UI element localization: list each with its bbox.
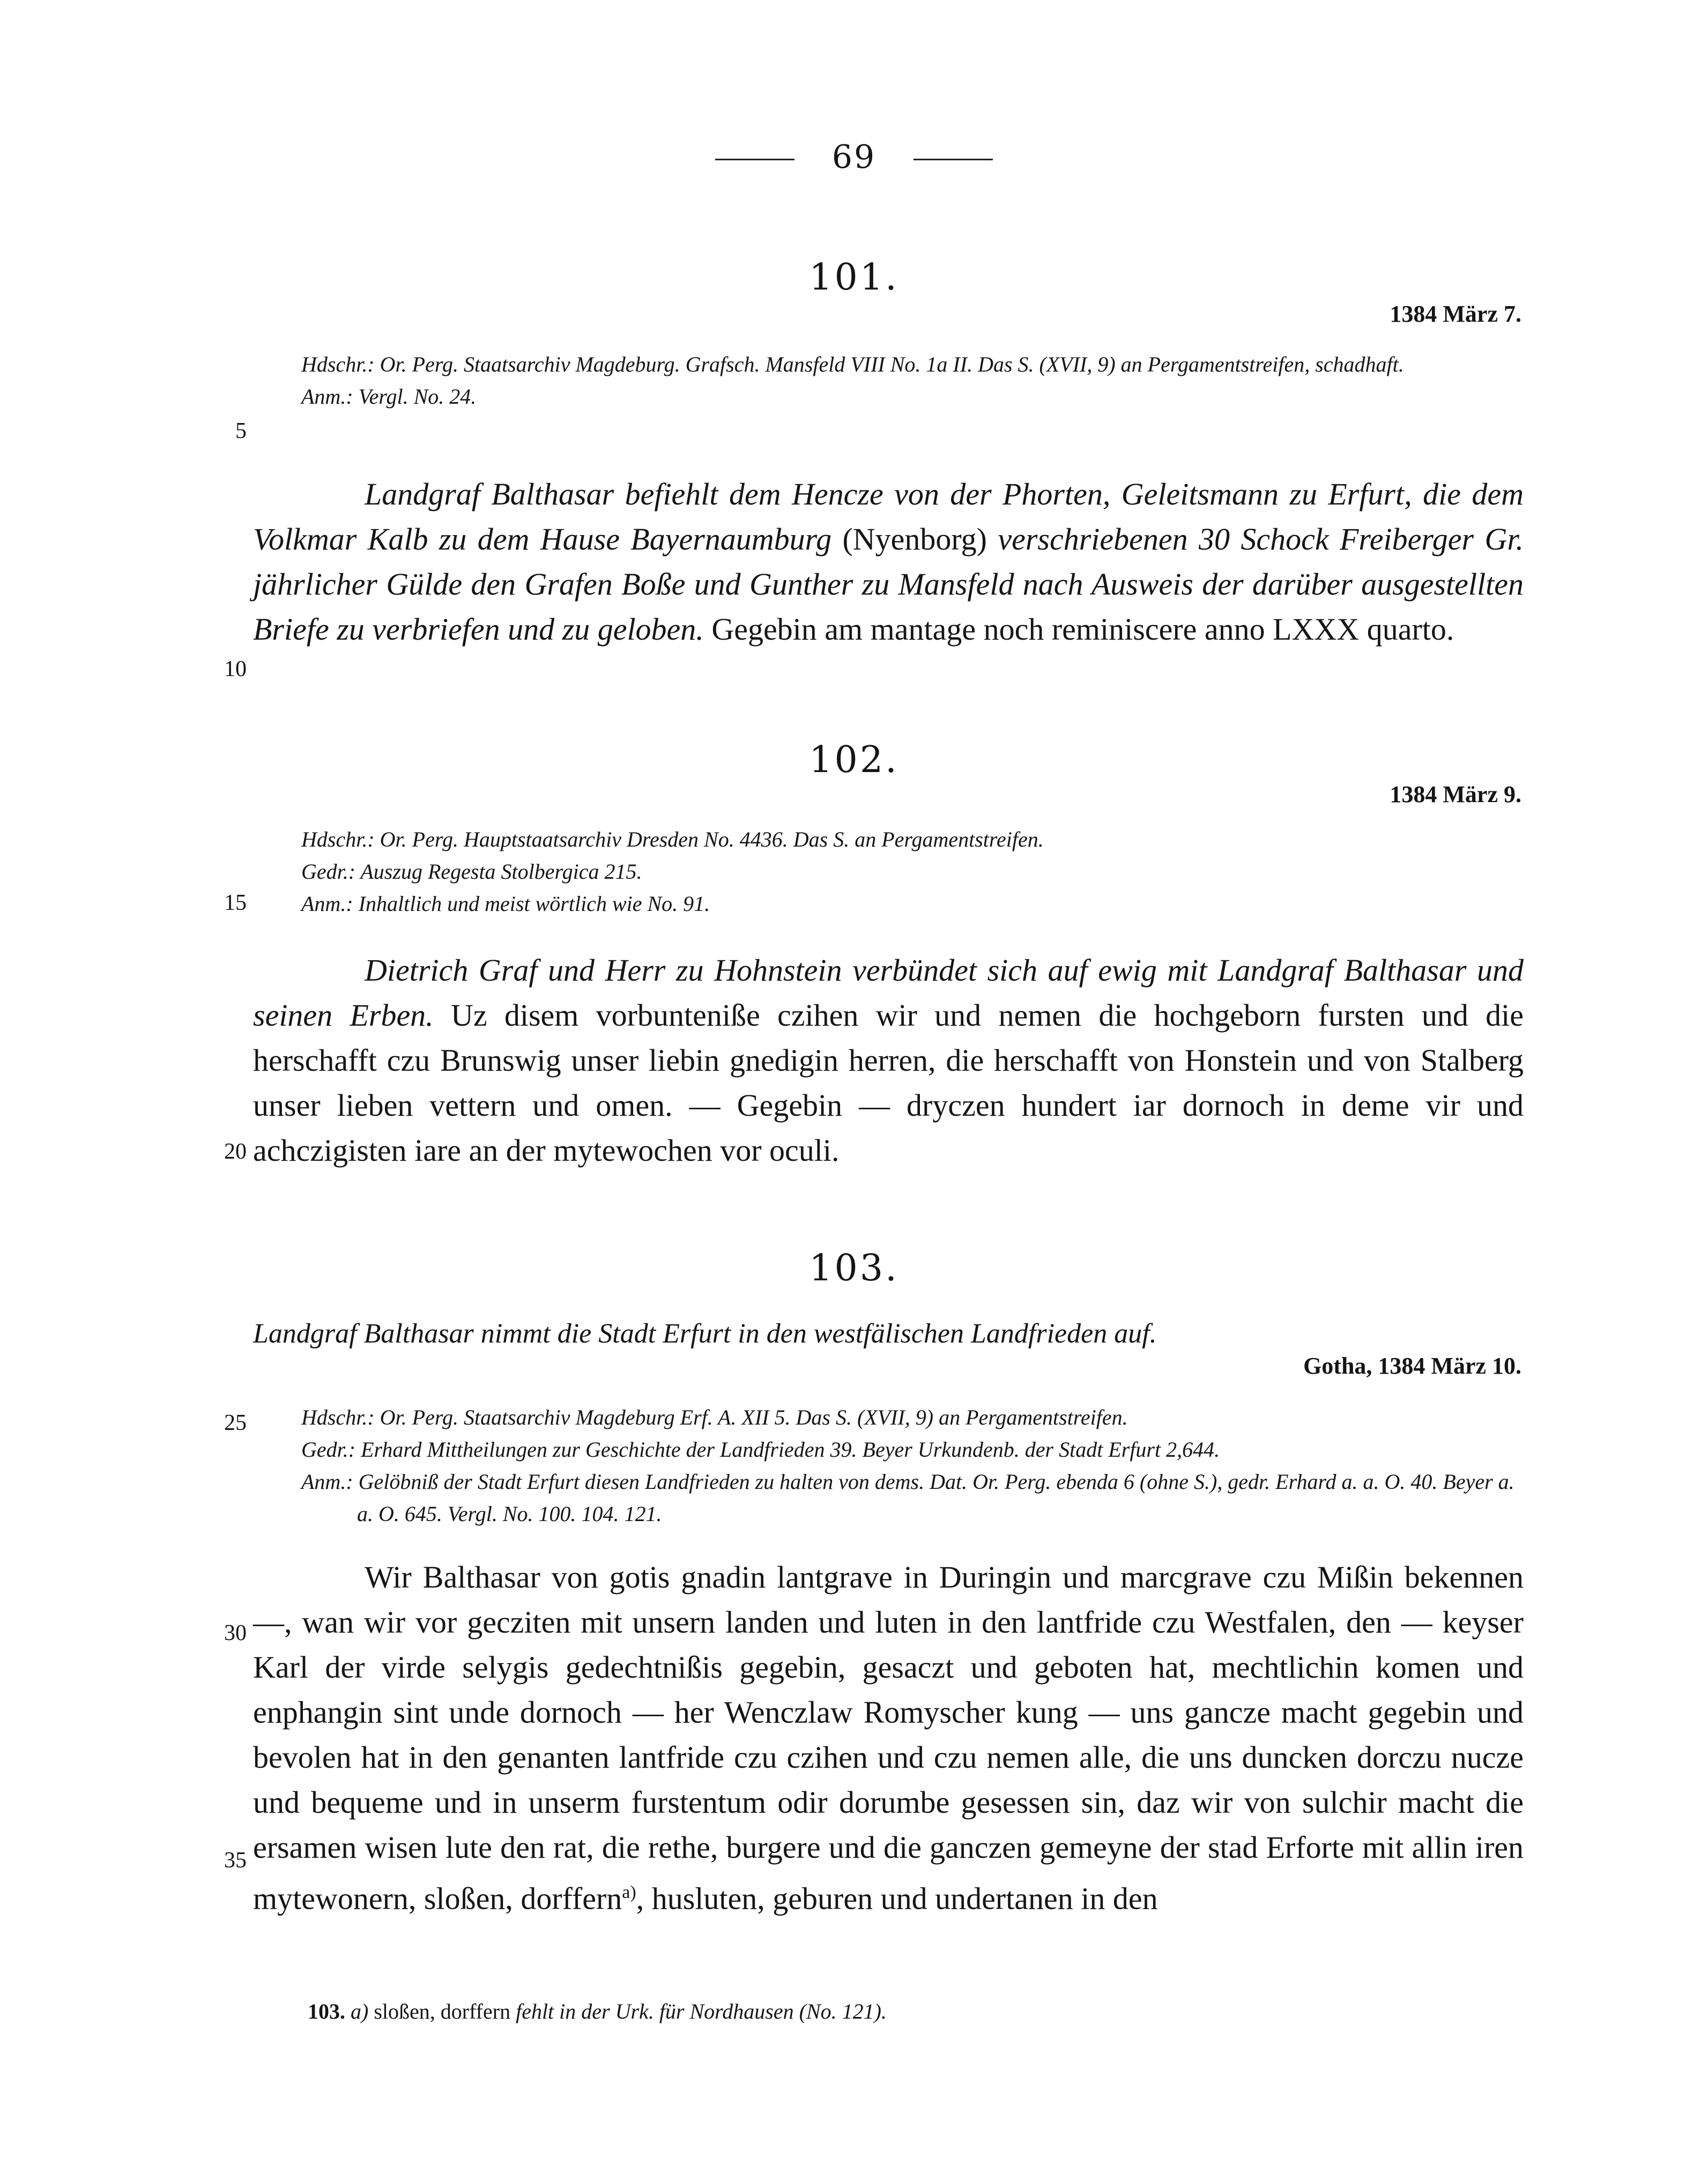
- doc-102-notes: [301, 824, 1524, 920]
- doc-101-number: 101.: [809, 256, 899, 299]
- doc-103-notes: [301, 1402, 1524, 1530]
- doc-103-text-end: , husluten, geburen und undertanen in den: [636, 1881, 1158, 1916]
- doc-101-summary: Landgraf Balthasar befiehlt dem Hencze von der Phorten, Geleitsmann zu Erfurt, die dem Volkmar Kalb zu dem Hause Bayernaumburg: [253, 477, 1524, 557]
- doc-101-summary-roman: (Nyenborg): [842, 522, 987, 557]
- doc-102-body: [253, 948, 1524, 1173]
- line-number-20: 20: [224, 1139, 247, 1164]
- doc-101-date: 1384 März 7.: [1390, 301, 1521, 327]
- footnote-ref: 103.: [308, 1999, 345, 2023]
- doc-103-note-hdschr: Hdschr.: Or. Perg. Staatsarchiv Magdeburg Erf. A. XII 5. Das S. (XVII, 9) an Pergamentstreifen.: [301, 1405, 1128, 1429]
- doc-102-note-anm: Anm.: Inhaltlich und meist wörtlich wie No. 91.: [301, 892, 710, 916]
- doc-103-summary: Landgraf Balthasar nimmt die Stadt Erfurt in den westfälischen Landfrieden auf.: [253, 1318, 1157, 1349]
- doc-101-note-hdschr: Hdschr.: Or. Perg. Staatsarchiv Magdeburg. Grafsch. Mansfeld VIII No. 1a II. Das S. (XVII, 9) an Pergamentstreifen, schadhaft.: [301, 352, 1404, 376]
- header-rule-right: [914, 159, 993, 160]
- doc-101-notes: [301, 348, 1524, 413]
- doc-103-note-anm: Anm.: Gelöbniß der Stadt Erfurt diesen Landfrieden zu halten von dems. Dat. Or. Perg. ebenda 6 (ohne S.), gedr. Erhard a. a. O. 40. Beyer a. a. O. 645. Vergl. No. 100. 104. 121.: [301, 1470, 1514, 1526]
- line-number-10: 10: [224, 657, 247, 681]
- footnote-italic: fehlt in der Urk. für Nordhausen (No. 121).: [516, 1999, 887, 2023]
- line-number-15: 15: [224, 891, 247, 915]
- line-number-5: 5: [235, 419, 247, 443]
- doc-103-number: 103.: [809, 1247, 899, 1289]
- doc-102-note-hdschr: Hdschr.: Or. Perg. Hauptstaatsarchiv Dresden No. 4436. Das S. an Pergamentstreifen.: [301, 827, 1044, 851]
- doc-103-date: Gotha, 1384 März 10.: [1303, 1353, 1521, 1379]
- doc-102-text: Uz disem vorbunteniße czihen wir und nemen die hochgeborn fursten und die herschafft czu Brunswig unser liebin gnedigin herren, die herschafft von Honstein und von Stalberg unser lieben vettern und omen. — Gegebin — dryczen hundert iar dornoch in deme vir und achczigisten iare an der mytewochen vor oculi.: [253, 998, 1524, 1168]
- doc-103-footnote-marker: a): [622, 1882, 636, 1902]
- doc-103-body: [253, 1555, 1524, 1921]
- doc-102-number: 102.: [809, 739, 899, 781]
- footnote-roman: sloßen, dorffern: [374, 1999, 511, 2023]
- doc-103-text: Wir Balthasar von gotis gnadin lantgrave in Duringin und marcgrave czu Mißin bekennen —, wan wir vor gecziten mit unsern landen und luten in den lantfride czu Westfalen, den — keyser Karl der virde selygis gedechtnißis gegebin, gesaczt und geboten hat, mechtlichin komen und enphangin sint unde dornoch — her Wenczlaw Romyscher kung — uns gancze macht gegebin und bevolen hat in den genanten lantfride czu czihen und czu nemen alle, die uns duncken dorczu nucze und bequeme und in unserm furstentum odir dorumbe gesessen sin, daz wir von sulchir macht die ersamen wisen lute den rat, die rethe, burgere und die ganczen gemeyne der stad Erforte mit allin iren mytewonern, sloßen, dorffern: [253, 1560, 1524, 1916]
- line-number-35: 35: [224, 1848, 247, 1873]
- footnote: [308, 1999, 887, 2024]
- doc-101-body: [253, 472, 1524, 652]
- page-header: [0, 138, 1708, 176]
- doc-101-note-anm: Anm.: Vergl. No. 24.: [301, 384, 477, 409]
- doc-103-note-gedr: Gedr.: Erhard Mittheilungen zur Geschichte der Landfrieden 39. Beyer Urkundenb. der Stadt Erfurt 2,644.: [301, 1437, 1220, 1462]
- header-rule-left: [715, 159, 794, 160]
- doc-102-date: 1384 März 9.: [1390, 781, 1521, 807]
- doc-101-text: Gegebin am mantage noch reminiscere anno LXXX quarto.: [711, 612, 1454, 647]
- doc-101-summary-2: verschriebenen 30 Schock Freiberger Gr. jährlicher Gülde den Grafen Boße und Gunther zu Mansfeld nach Ausweis der darüber ausgestellten Briefe zu verbriefen und zu geloben.: [253, 522, 1524, 647]
- footnote-marker: a): [351, 1999, 369, 2023]
- page-number: 69: [831, 138, 877, 176]
- line-number-30: 30: [224, 1621, 247, 1645]
- doc-102-note-gedr: Gedr.: Auszug Regesta Stolbergica 215.: [301, 859, 642, 884]
- line-number-25: 25: [224, 1411, 247, 1435]
- doc-102-summary: Dietrich Graf und Herr zu Hohnstein verbündet sich auf ewig mit Landgraf Balthasar und seinen Erben.: [253, 953, 1524, 1033]
